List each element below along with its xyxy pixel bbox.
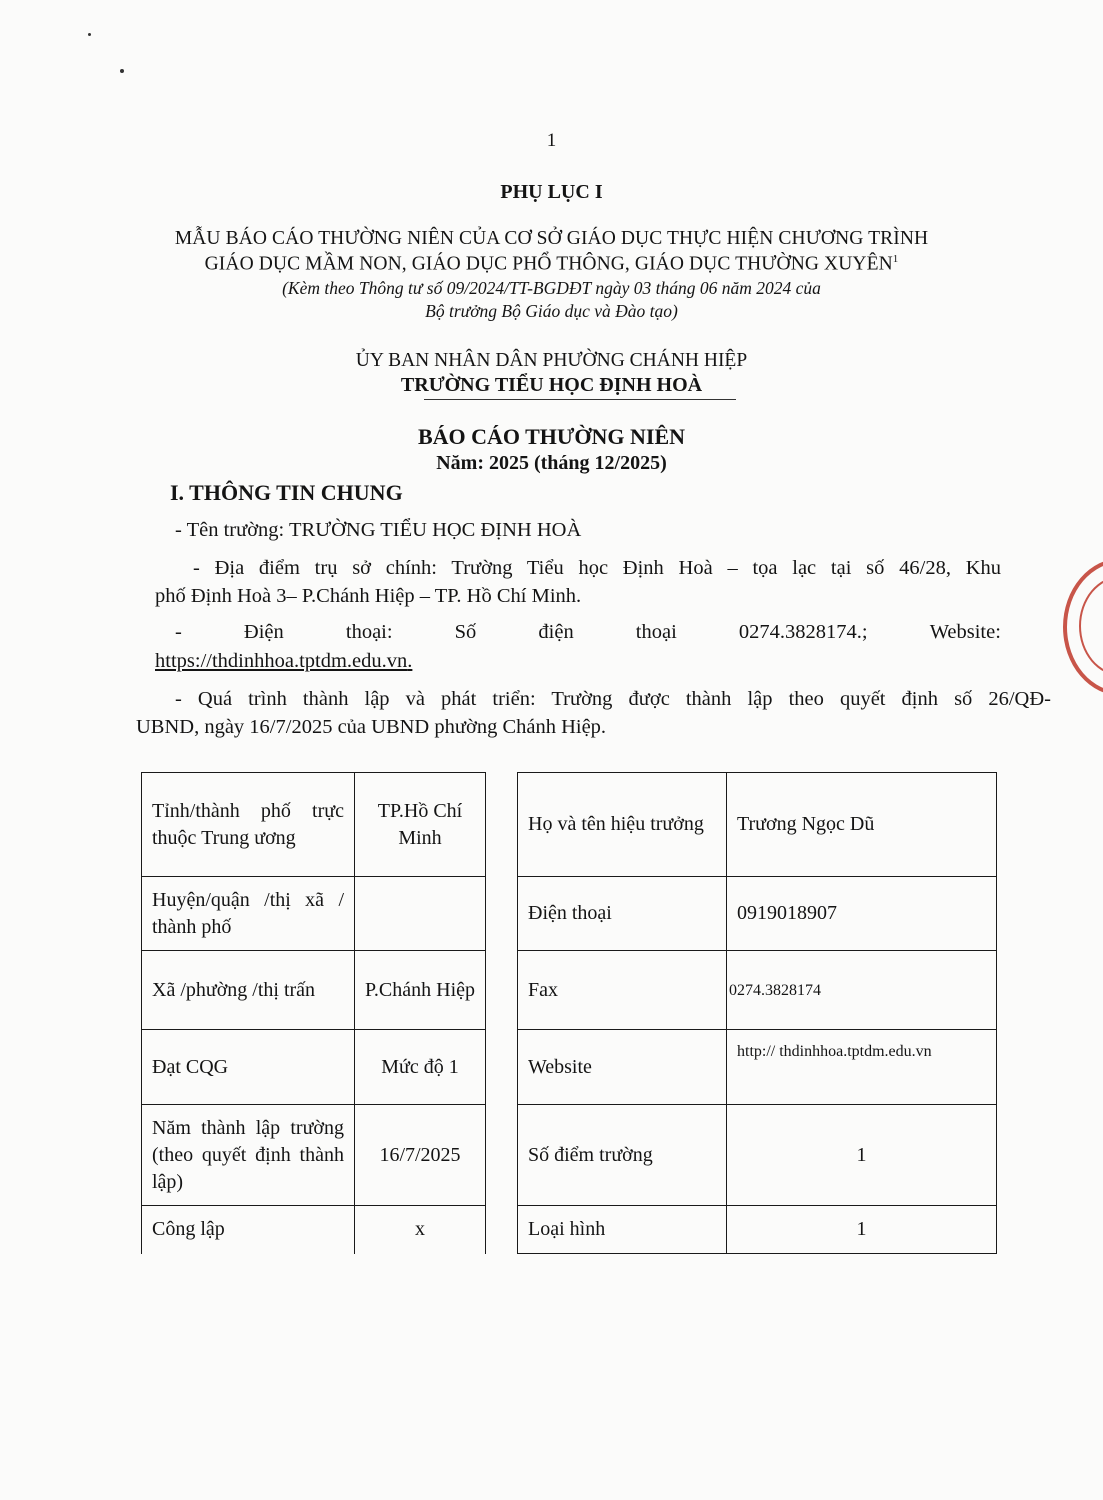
- table-row: [518, 1105, 997, 1206]
- table-label: Loại hình: [518, 1206, 727, 1254]
- address-line-2: phố Định Hoà 3– P.Chánh Hiệp – TP. Hồ Chí Minh.: [155, 585, 582, 607]
- table-label: Điện thoại: [518, 877, 727, 951]
- table-row: [142, 951, 486, 1030]
- table-value: Trương Ngọc Dũ: [727, 773, 997, 877]
- table-row: [142, 1030, 486, 1105]
- table-row: [518, 773, 997, 877]
- official-seal: [1063, 558, 1103, 696]
- report-title: BÁO CÁO THƯỜNG NIÊN: [417, 424, 686, 449]
- phone-word: thoại:: [345, 621, 393, 643]
- table-row: [142, 1105, 486, 1206]
- table-label: Công lập: [142, 1206, 355, 1254]
- table-value: P.Chánh Hiệp: [355, 951, 486, 1030]
- left-info-table: [141, 772, 486, 1254]
- table-label: Xã /phường /thị trấn: [142, 951, 355, 1030]
- table-value: 0919018907: [727, 877, 997, 951]
- school-name-line: - Tên trường: TRƯỜNG TIỂU HỌC ĐỊNH HOÀ: [175, 519, 582, 541]
- table-value: x: [355, 1206, 486, 1254]
- scan-speck: [88, 33, 91, 36]
- school-underline: [424, 399, 736, 400]
- committee-name: ỦY BAN NHÂN DÂN PHƯỜNG CHÁNH HIỆP: [355, 350, 748, 371]
- table-row: [142, 1206, 486, 1254]
- official-seal-inner-ring: [1079, 576, 1103, 676]
- page-number: 1: [546, 130, 557, 151]
- table-label: Đạt CQG: [142, 1030, 355, 1105]
- table-label: Họ và tên hiệu trưởng: [518, 773, 727, 877]
- table-label: Năm thành lập trường (theo quyết định thành lập): [142, 1105, 355, 1206]
- table-row: [142, 773, 486, 877]
- table-row: [518, 1206, 997, 1254]
- table-label: Website: [518, 1030, 727, 1105]
- attachment-line-1: (Kèm theo Thông tư số 09/2024/TT-BGDĐT ngày 03 tháng 06 năm 2024 của: [282, 278, 821, 298]
- website-link[interactable]: https://thdinhhoa.tptdm.edu.vn.: [155, 650, 413, 672]
- table-row: [142, 877, 486, 951]
- phone-word: -: [175, 621, 182, 643]
- table-value: TP.Hồ Chí Minh: [355, 773, 486, 877]
- table-label: Fax: [518, 951, 727, 1030]
- table-value: Mức độ 1: [355, 1030, 486, 1105]
- phone-word: thoại: [635, 621, 677, 643]
- form-title-line-1: MẪU BÁO CÁO THƯỜNG NIÊN CỦA CƠ SỞ GIÁO DỤC THỰC HIỆN CHƯƠNG TRÌNH: [174, 228, 929, 249]
- phone-line: [175, 621, 1001, 644]
- table-label: Số điểm trường: [518, 1105, 727, 1206]
- phone-word: Điện: [243, 621, 284, 643]
- table-value: 0274.3828174: [727, 951, 997, 1030]
- history-line-2: UBND, ngày 16/7/2025 của UBND phường Chánh Hiệp.: [136, 716, 607, 738]
- table-value: http:// thdinhhoa.tptdm.edu.vn: [727, 1030, 997, 1105]
- form-title-line-2-text: GIÁO DỤC MẦM NON, GIÁO DỤC PHỔ THÔNG, GIÁO DỤC THƯỜNG XUYÊN: [204, 253, 893, 275]
- phone-word: Website:: [929, 621, 1001, 643]
- table-row: [518, 951, 997, 1030]
- table-value: [355, 877, 486, 951]
- table-value: 16/7/2025: [355, 1105, 486, 1206]
- scan-speck: [120, 69, 124, 73]
- phone-word: 0274.3828174.;: [738, 621, 868, 643]
- table-value: 1: [727, 1206, 997, 1254]
- footnote-mark: 1: [892, 253, 899, 265]
- phone-word: Số: [454, 621, 477, 643]
- report-year: Năm: 2025 (tháng 12/2025): [436, 452, 667, 474]
- attachment-line-2: Bộ trưởng Bộ Giáo dục và Đào tạo): [425, 301, 678, 321]
- appendix-title: PHỤ LỤC I: [500, 181, 603, 203]
- right-info-table: [517, 772, 997, 1254]
- table-row: [518, 877, 997, 951]
- phone-word: điện: [538, 621, 574, 643]
- table-label: Huyện/quận /thị xã / thành phố: [142, 877, 355, 951]
- school-name: TRƯỜNG TIỂU HỌC ĐỊNH HOÀ: [400, 374, 703, 396]
- table-label: Tỉnh/thành phố trực thuộc Trung ương: [142, 773, 355, 877]
- history-line-1: - Quá trình thành lập và phát triển: Trường được thành lập theo quyết định số 26/QĐ-: [175, 688, 1051, 710]
- website-link-text[interactable]: https://thdinhhoa.tptdm.edu.vn: [155, 650, 408, 672]
- form-title-line-2: [0, 253, 1103, 276]
- table-row: [518, 1030, 997, 1105]
- address-line-1: - Địa điểm trụ sở chính: Trường Tiểu học Định Hoà – tọa lạc tại số 46/28, Khu: [193, 557, 1001, 579]
- section-heading: I. THÔNG TIN CHUNG: [170, 480, 403, 505]
- table-value: 1: [727, 1105, 997, 1206]
